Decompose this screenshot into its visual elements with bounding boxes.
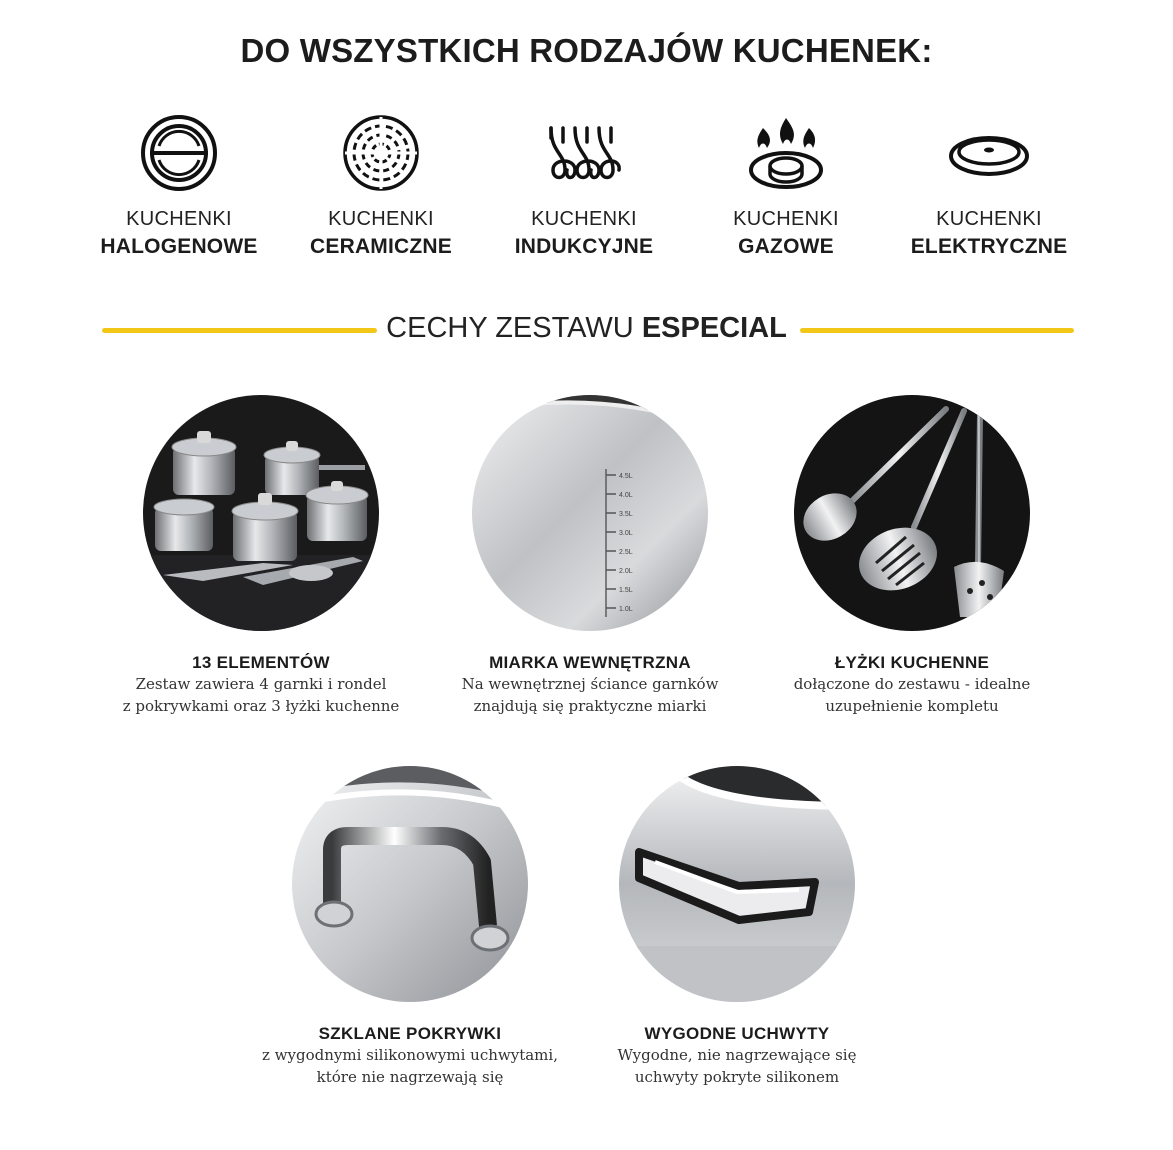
glass-lid-image xyxy=(292,766,528,1002)
measure-tick-label: 1.0L xyxy=(619,606,633,613)
ceramic-stove-icon xyxy=(336,108,426,198)
stove-label-line2: HALOGENOWE xyxy=(100,235,258,258)
kitchen-spoons-image xyxy=(794,395,1030,631)
stove-gas xyxy=(686,108,886,259)
feature-desc-line2: uchwyty pokryte silikonem xyxy=(634,1068,840,1086)
section-title-bold: ESPECIAL xyxy=(641,312,787,344)
feature-desc-line1: Na wewnętrznej ściance garnków xyxy=(461,675,719,693)
feature-title: ŁYŻKI KUCHENNE xyxy=(834,653,990,672)
feature-title: 13 ELEMENTÓW xyxy=(192,653,330,672)
stove-halogen xyxy=(79,108,279,259)
induction-stove-icon xyxy=(539,108,629,198)
stove-label-line2: INDUKCYJNE xyxy=(514,235,654,258)
stove-label-line2: CERAMICZNE xyxy=(310,235,452,258)
feature-desc-line2: które nie nagrzewają się xyxy=(316,1068,504,1086)
section-title xyxy=(0,312,1173,345)
stove-label-line2: ELEKTRYCZNE xyxy=(910,235,1068,258)
stove-label-line1: KUCHENKI xyxy=(126,208,232,230)
inner-measure-image xyxy=(472,395,708,631)
feature-title: SZKLANE POKRYWKI xyxy=(318,1024,502,1043)
stove-label-line1: KUCHENKI xyxy=(531,208,637,230)
feature-desc-line1: dołączone do zestawu - idealne xyxy=(793,675,1031,693)
stove-label-line1: KUCHENKI xyxy=(936,208,1042,230)
feature-desc-line1: Zestaw zawiera 4 garnki i rondel xyxy=(135,675,387,693)
stove-label-line1: KUCHENKI xyxy=(328,208,434,230)
stove-induction xyxy=(484,108,684,259)
stove-label-line2: GAZOWE xyxy=(738,235,834,258)
halogen-stove-icon xyxy=(134,108,224,198)
measure-tick-label: 3.5L xyxy=(619,511,633,518)
feature-handles xyxy=(557,766,917,1088)
feature-desc-line2: uzupełnienie kompletu xyxy=(825,697,999,715)
section-title-light: CECHY ZESTAWU xyxy=(386,312,642,344)
feature-desc-line1: Wygodne, nie nagrzewające się xyxy=(617,1046,857,1064)
measure-tick-label: 3.0L xyxy=(619,530,633,537)
feature-title: WYGODNE UCHWYTY xyxy=(644,1024,830,1043)
stove-electric xyxy=(889,108,1089,259)
measure-tick-label: 4.0L xyxy=(619,492,633,499)
feature-title: MIARKA WEWNĘTRZNA xyxy=(489,653,691,672)
feature-glass-lids xyxy=(230,766,590,1088)
feature-desc-line2: z pokrywkami oraz 3 łyżki kuchenne xyxy=(122,697,400,715)
measure-tick-label: 2.0L xyxy=(619,568,633,575)
measure-tick-label: 4.5L xyxy=(619,473,633,480)
stove-ceramic xyxy=(281,108,481,259)
feature-desc-line2: znajdują się praktyczne miarki xyxy=(473,697,707,715)
pot-handle-image xyxy=(619,766,855,1002)
stove-label-line1: KUCHENKI xyxy=(733,208,839,230)
feature-desc-line1: z wygodnymi silikonowymi uchwytami, xyxy=(262,1046,558,1064)
electric-stove-icon xyxy=(944,108,1034,198)
feature-measure xyxy=(410,395,770,717)
measure-tick-label: 1.5L xyxy=(619,587,633,594)
cookware-set-image xyxy=(143,395,379,631)
feature-elements xyxy=(81,395,441,717)
measure-tick-label: 2.5L xyxy=(619,549,633,556)
gas-stove-icon xyxy=(741,108,831,198)
page-title: DO WSZYSTKICH RODZAJÓW KUCHENEK: xyxy=(240,32,933,69)
feature-spoons xyxy=(732,395,1092,717)
